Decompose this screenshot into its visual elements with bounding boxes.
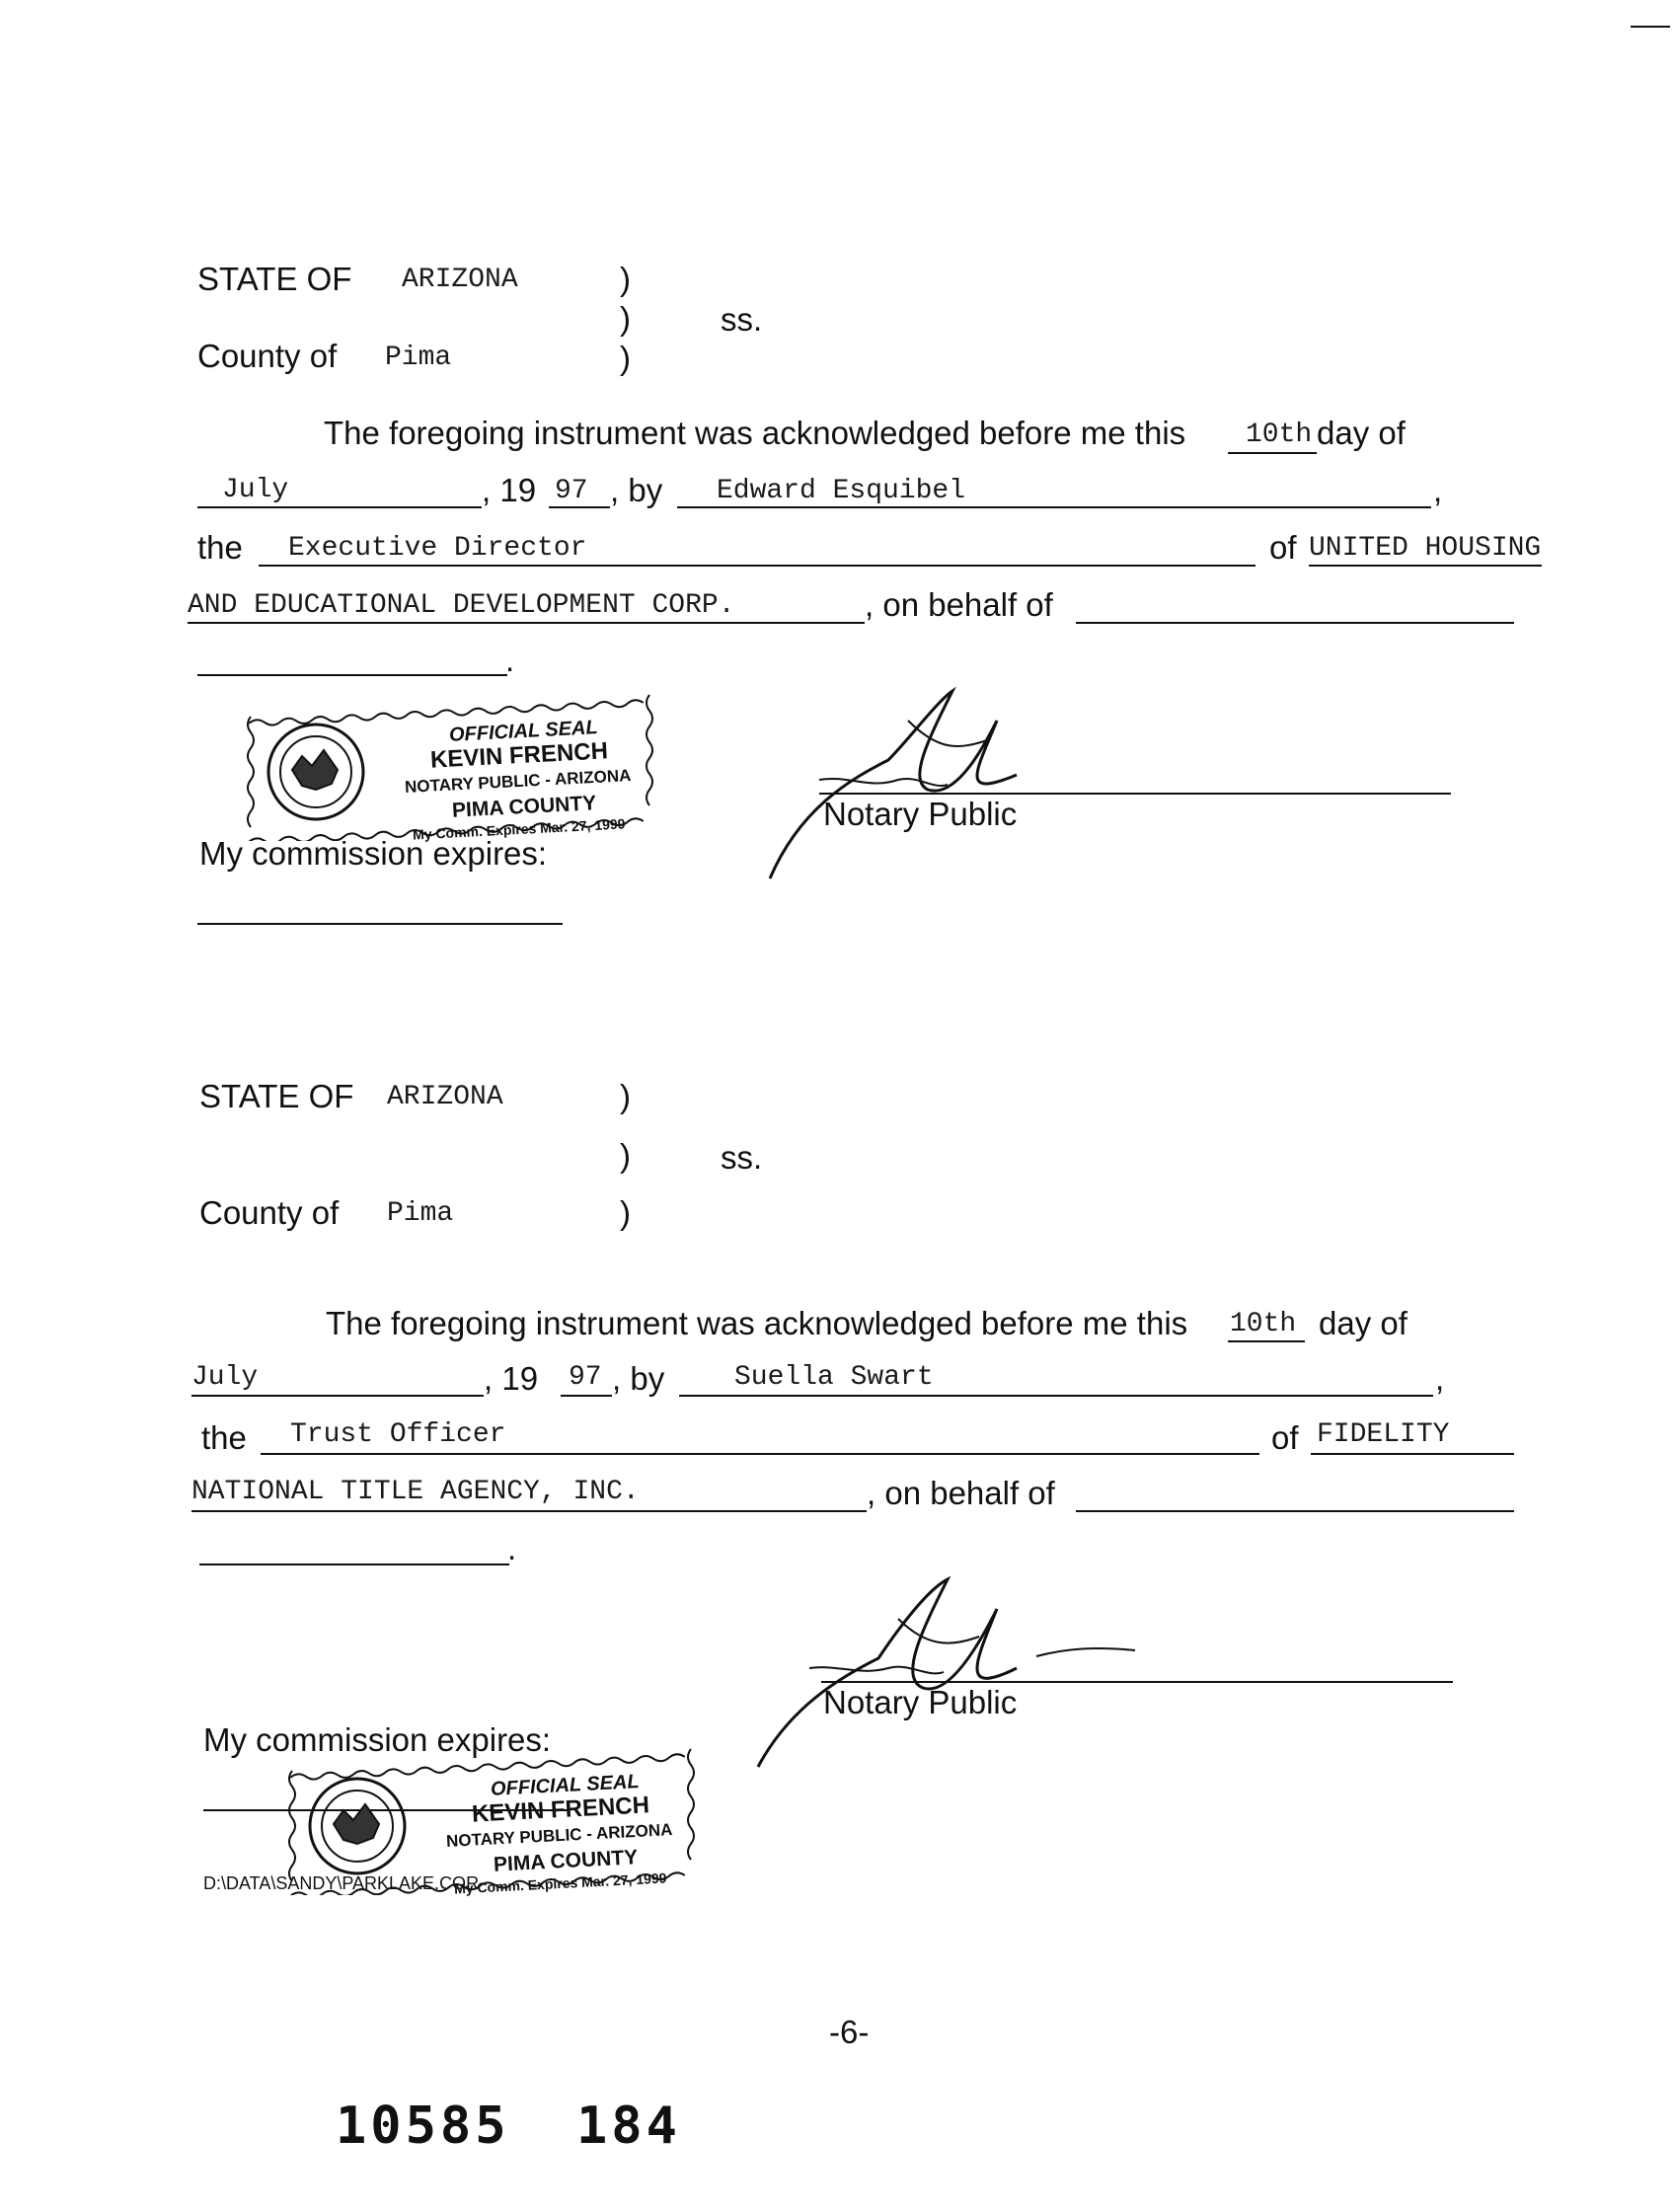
period: . [505, 642, 515, 678]
ss-label: ss. [721, 1139, 763, 1176]
org-value-line1: UNITED HOUSING [1309, 533, 1542, 564]
notary-signature-icon [760, 681, 1135, 888]
period: . [507, 1530, 517, 1566]
seal-line4: PIMA COUNTY [493, 1846, 639, 1876]
state-value: ARIZONA [387, 1082, 503, 1112]
person-value: Suella Swart [734, 1362, 934, 1393]
org-value-line2: NATIONAL TITLE AGENCY, INC. [191, 1477, 640, 1507]
seal-line1: OFFICIAL SEAL [490, 1771, 641, 1800]
comma: , [1433, 472, 1443, 508]
title-value: Trust Officer [290, 1419, 506, 1450]
title-value: Executive Director [288, 533, 587, 564]
county-of-label: County of [199, 1194, 340, 1231]
by-label: , by [612, 1360, 665, 1397]
year-prefix: , 19 [484, 1360, 539, 1397]
paren: ) [620, 1194, 631, 1231]
day-of-label: day of [1317, 415, 1406, 451]
state-of-label: STATE OF [197, 261, 352, 297]
of-label: of [1271, 1419, 1299, 1456]
org-value-line2: AND EDUCATIONAL DEVELOPMENT CORP. [188, 590, 735, 621]
edge-mark [1631, 26, 1670, 28]
my-commission-expires-label: My commission expires: [199, 835, 548, 872]
seal-line2: KEVIN FRENCH [429, 737, 609, 774]
day-of-label: day of [1319, 1305, 1408, 1341]
ack-text: The foregoing instrument was acknowledged before me this [326, 1305, 1188, 1341]
day-value: 10th [1230, 1309, 1297, 1339]
county-of-label: County of [197, 338, 338, 374]
my-commission-expires-label: My commission expires: [203, 1721, 552, 1758]
notary-seal [247, 693, 661, 843]
notary-public-label: Notary Public [823, 1684, 1018, 1720]
seal-line3: NOTARY PUBLIC - ARIZONA [445, 1820, 673, 1851]
notary-public-label: Notary Public [823, 796, 1018, 832]
paren: ) [620, 1137, 631, 1174]
comma: , [1435, 1360, 1445, 1397]
day-value: 10th [1246, 420, 1313, 450]
by-label: , by [610, 472, 663, 508]
year-value: 97 [555, 476, 588, 506]
month-value: July [222, 475, 289, 505]
notary-signature-icon [750, 1569, 1145, 1777]
page-reference: 184 [576, 2097, 681, 2156]
paren: ) [620, 300, 631, 337]
ack-text: The foregoing instrument was acknowledged before me this [324, 415, 1186, 451]
on-behalf-of-label: , on behalf of [865, 586, 1053, 623]
file-path: D:\DATA\SANDY\PARKLAKE.COR [203, 1873, 480, 1893]
month-value: July [191, 1362, 259, 1393]
on-behalf-of-label: , on behalf of [867, 1475, 1055, 1511]
paren: ) [620, 340, 631, 376]
book-number: 10585 [336, 2097, 510, 2156]
year-value: 97 [569, 1362, 602, 1393]
state-value: ARIZONA [402, 265, 518, 295]
seal-line1: OFFICIAL SEAL [448, 717, 599, 746]
county-value: Pima [387, 1198, 454, 1229]
seal-line4: PIMA COUNTY [451, 792, 597, 822]
of-label: of [1269, 529, 1297, 566]
seal-line2: KEVIN FRENCH [471, 1792, 650, 1828]
year-prefix: , 19 [482, 472, 537, 508]
seal-line5: My Comm. Expires Mar. 27, 1999 [453, 1869, 667, 1897]
paren: ) [620, 261, 631, 297]
ss-label: ss. [721, 301, 763, 338]
county-value: Pima [385, 343, 452, 373]
seal-line3: NOTARY PUBLIC - ARIZONA [404, 766, 632, 797]
paren: ) [620, 1078, 631, 1114]
seal-line5: My Comm. Expires Mar. 27, 1999 [412, 815, 626, 843]
the-label: the [197, 529, 243, 566]
org-value-line1: FIDELITY [1317, 1419, 1450, 1450]
page-number: -6- [829, 2014, 870, 2050]
the-label: the [201, 1419, 247, 1456]
state-of-label: STATE OF [199, 1078, 354, 1114]
person-value: Edward Esquibel [717, 476, 966, 506]
